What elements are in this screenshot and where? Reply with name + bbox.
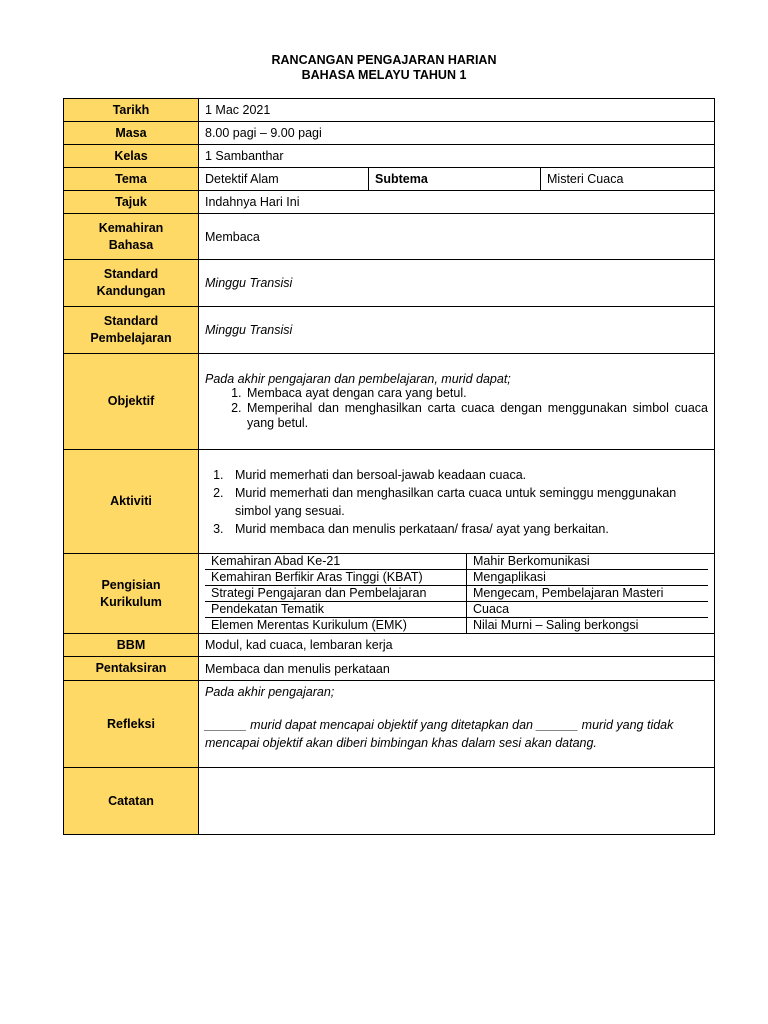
pengisian-item-right: Mengaplikasi	[467, 570, 709, 586]
label-tajuk: Tajuk	[64, 191, 199, 214]
value-aktiviti	[199, 450, 715, 554]
pengisian-item-right: Mengecam, Pembelajaran Masteri	[467, 586, 709, 602]
label-subtema: Subtema	[369, 168, 541, 191]
doc-subtitle: BAHASA MELAYU TAHUN 1	[301, 68, 467, 82]
pengisian-item-left: Elemen Merentas Kurikulum (EMK)	[205, 618, 467, 634]
label-sk-line2: Kandungan	[96, 284, 166, 298]
doc-title: RANCANGAN PENGAJARAN HARIAN	[271, 53, 497, 67]
value-objektif	[199, 354, 715, 450]
label-pengisian-kurikulum	[64, 554, 199, 634]
row-bbm	[64, 634, 715, 657]
objektif-item: 1. Membaca ayat dengan cara yang betul.	[245, 386, 708, 401]
refleksi-line1: Pada akhir pengajaran;	[205, 685, 335, 699]
pengisian-item-right: Cuaca	[467, 602, 709, 618]
pengisian-item-left: Kemahiran Berfikir Aras Tinggi (KBAT)	[205, 570, 467, 586]
row-catatan	[64, 768, 715, 835]
value-bbm: Modul, kad cuaca, lembaran kerja	[199, 634, 715, 657]
label-pentaksiran: Pentaksiran	[64, 657, 199, 681]
value-catatan	[199, 768, 715, 835]
value-refleksi	[199, 681, 715, 768]
row-tarikh	[64, 99, 715, 122]
pengisian-item-right: Mahir Berkomunikasi	[467, 554, 709, 570]
aktiviti-list	[205, 466, 708, 538]
lesson-plan-table	[63, 98, 715, 835]
row-tema	[64, 168, 715, 191]
label-aktiviti: Aktiviti	[64, 450, 199, 554]
objektif-list	[205, 386, 708, 431]
value-standard-kandungan: Minggu Transisi	[199, 260, 715, 307]
objektif-item: 2. Memperihal dan menghasilkan carta cuaca dengan menggunakan simbol cuaca yang betul.	[245, 401, 708, 431]
aktiviti-item: 2. Murid memerhati dan menghasilkan carta cuaca untuk seminggu menggunakan simbol yang sesuai.	[227, 484, 708, 520]
label-masa: Masa	[64, 122, 199, 145]
pengisian-row	[205, 586, 708, 602]
aktiviti-item: 1. Murid memerhati dan bersoal-jawab keadaan cuaca.	[227, 466, 708, 484]
value-subtema: Misteri Cuaca	[541, 168, 715, 191]
aktiviti-item: 3. Murid membaca dan menulis perkataan/ frasa/ ayat yang berkaitan.	[227, 520, 708, 538]
objektif-intro: Pada akhir pengajaran dan pembelajaran, murid dapat;	[205, 372, 511, 386]
pengisian-item-left: Pendekatan Tematik	[205, 602, 467, 618]
row-kelas	[64, 145, 715, 168]
row-objektif	[64, 354, 715, 450]
row-aktiviti	[64, 450, 715, 554]
label-sp-line2: Pembelajaran	[90, 331, 172, 345]
label-catatan: Catatan	[64, 768, 199, 835]
label-tema: Tema	[64, 168, 199, 191]
label-refleksi: Refleksi	[64, 681, 199, 768]
value-kelas: 1 Sambanthar	[199, 145, 715, 168]
value-tarikh: 1 Mac 2021	[199, 99, 715, 122]
row-tajuk	[64, 191, 715, 214]
refleksi-line2: ______ murid dapat mencapai objektif yang ditetapkan dan ______ murid yang tidak mencapai objektif akan diberi bimbingan khas dalam sesi akan datang.	[205, 718, 674, 750]
pengisian-item-right: Nilai Murni – Saling berkongsi	[473, 618, 639, 632]
row-masa	[64, 122, 715, 145]
value-masa: 8.00 pagi – 9.00 pagi	[199, 122, 715, 145]
value-pengisian-kurikulum	[199, 554, 715, 634]
label-tarikh: Tarikh	[64, 99, 199, 122]
label-kelas: Kelas	[64, 145, 199, 168]
value-tema: Detektif Alam	[199, 168, 369, 191]
pengisian-row	[205, 602, 708, 618]
row-standard-kandungan	[64, 260, 715, 307]
value-pentaksiran: Membaca dan menulis perkataan	[199, 657, 715, 681]
label-kemahiran	[64, 214, 199, 260]
pengisian-row	[205, 554, 708, 570]
row-pengisian-kurikulum	[64, 554, 715, 634]
label-pk-line2: Kurikulum	[100, 594, 162, 609]
row-kemahiran	[64, 214, 715, 260]
label-objektif: Objektif	[64, 354, 199, 450]
pengisian-item-left: Kemahiran Abad Ke-21	[205, 554, 467, 570]
row-refleksi	[64, 681, 715, 768]
label-standard-kandungan	[64, 260, 199, 307]
value-kemahiran: Membaca	[199, 214, 715, 260]
value-tajuk: Indahnya Hari Ini	[199, 191, 715, 214]
label-standard-pembelajaran	[64, 307, 199, 354]
label-bbm: BBM	[64, 634, 199, 657]
label-pk-line1: Pengisian	[101, 577, 161, 592]
pengisian-subtable	[205, 554, 708, 633]
pengisian-row	[205, 570, 708, 586]
pengisian-row	[205, 618, 708, 634]
row-pentaksiran	[64, 657, 715, 681]
label-sk-line1: Standard	[103, 267, 159, 281]
row-standard-pembelajaran	[64, 307, 715, 354]
label-kemahiran-line1: Kemahiran	[98, 220, 164, 235]
label-sp-line1: Standard	[103, 314, 159, 328]
pengisian-item-left: Strategi Pengajaran dan Pembelajaran	[205, 586, 467, 602]
value-standard-pembelajaran: Minggu Transisi	[199, 307, 715, 354]
label-kemahiran-line2: Bahasa	[108, 237, 154, 252]
